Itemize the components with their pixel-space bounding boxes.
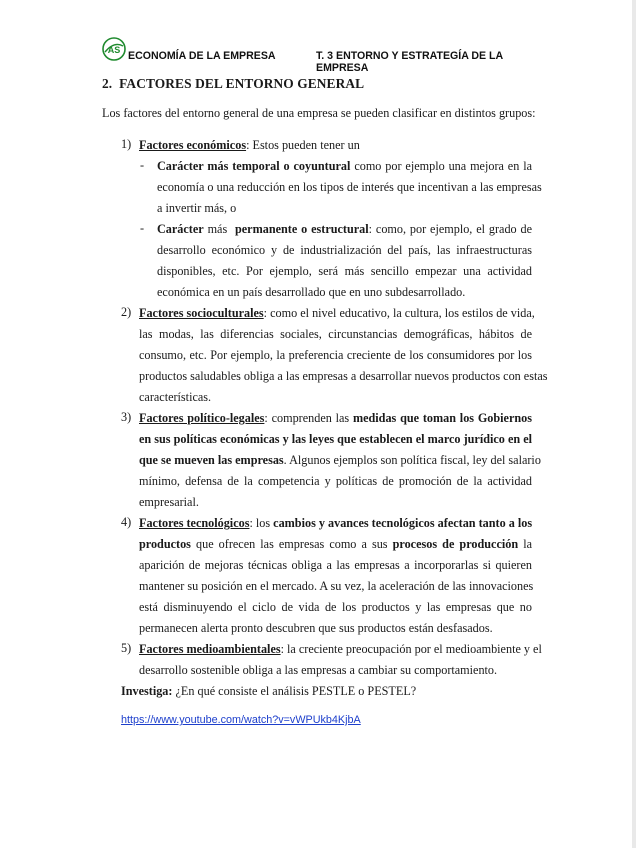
investiga-question: ¿En qué consiste el análisis PESTLE o PESTEL? bbox=[175, 684, 417, 698]
bullet-dash: - bbox=[140, 158, 145, 172]
line: economía o una reducción en los tipos de interés que incentivan a las empresas bbox=[157, 180, 542, 194]
factor-tecnologicos: Factores tecnológicos: los cambios y avances tecnológicos afectan tanto a los bbox=[139, 516, 533, 530]
section-title: 2. FACTORES DEL ENTORNO GENERAL bbox=[102, 76, 365, 91]
investiga-label: Investiga: bbox=[121, 684, 173, 698]
factor-title: Factores medioambientales bbox=[139, 642, 281, 656]
factor-economicos: Factores económicos: Estos pueden tener un bbox=[139, 138, 360, 152]
factor-medioambientales: Factores medioambientales: la creciente preocupación por el medioambiente y el bbox=[139, 642, 542, 656]
factor-politico-legales: Factores político-legales: comprenden las medidas que toman los Gobiernos bbox=[139, 411, 532, 425]
factor-title: Factores tecnológicos bbox=[139, 516, 250, 530]
investiga-prompt bbox=[121, 684, 416, 699]
line: empresarial. bbox=[139, 495, 199, 509]
item-number: 1) bbox=[121, 137, 132, 151]
line: permanecen alerta pronto descubren que sus productos están desfasados. bbox=[139, 621, 493, 635]
line: que se mueven las empresas. Algunos ejemplos son política fiscal, ley del salario bbox=[139, 453, 541, 467]
item-number: 2) bbox=[121, 305, 132, 319]
header-subject: ECONOMÍA DE LA EMPRESA bbox=[128, 50, 276, 62]
line: económica en un país desarrollado que en uno subdesarrollado. bbox=[157, 285, 466, 299]
line: desarrollo económico y de industrialización del país, las infraestructuras bbox=[157, 243, 532, 257]
line: a invertir más, o bbox=[157, 201, 237, 215]
factor-title: Factores político-legales bbox=[139, 411, 265, 425]
line: productos saludables obliga a las empresas a desarrollar nuevos productos con estas bbox=[139, 369, 548, 383]
bullet-dash: - bbox=[140, 221, 145, 235]
header-topic: T. 3 ENTORNO Y ESTRATEGÍA DE LA EMPRESA bbox=[316, 50, 503, 74]
factor-title: Factores económicos bbox=[139, 138, 247, 152]
line: Carácter más temporal o coyuntural como por ejemplo una mejora en la bbox=[157, 159, 533, 173]
line: está disminuyendo el ciclo de vida de los productos y las empresas que no bbox=[139, 600, 532, 614]
youtube-link[interactable]: https://www.youtube.com/watch?v=vWPUkb4KjbA bbox=[121, 714, 361, 726]
factor-title: Factores socioculturales bbox=[139, 306, 264, 320]
line: características. bbox=[139, 390, 212, 404]
line: en sus políticas económicas y las leyes que establecen el marco jurídico en el bbox=[139, 432, 532, 446]
line: las modas, las diferencias sociales, circunstancias demográficas, hábitos de bbox=[139, 327, 532, 341]
item-number: 3) bbox=[121, 410, 132, 424]
line: productos que ofrecen las empresas como a sus procesos de producción la bbox=[139, 537, 532, 551]
line: desarrollo sostenible obliga a las empresas a cambiar su comportamiento. bbox=[139, 663, 498, 677]
factor-socioculturales: Factores socioculturales: como el nivel educativo, la cultura, los estilos de vida, bbox=[139, 306, 535, 320]
intro-paragraph: Los factores del entorno general de una empresa se pueden clasificar en distintos grupos: bbox=[102, 106, 536, 120]
item-number: 4) bbox=[121, 515, 132, 529]
page-header bbox=[102, 37, 532, 74]
item-number: 5) bbox=[121, 641, 132, 655]
line: Carácter más permanente o estructural: como, por ejemplo, el grado de bbox=[157, 222, 533, 236]
logo-text: AS bbox=[107, 45, 121, 55]
line: consumo, etc. Por ejemplo, la preferencia creciente de los consumidores por los bbox=[139, 348, 532, 362]
logo-icon bbox=[102, 37, 126, 61]
line: disponibles, etc. Por ejemplo, será más sencillo empezar una actividad bbox=[157, 264, 532, 278]
line: mínimo, defensa de la competencia y políticas de promoción de la actividad bbox=[139, 474, 532, 488]
line: mantener su posición en el mercado. A su vez, la aceleración de las innovaciones bbox=[139, 579, 534, 593]
line: aparición de mejoras técnicas obliga a las empresas a incorporarlas si quieren bbox=[139, 558, 532, 572]
page-edge bbox=[632, 0, 636, 848]
